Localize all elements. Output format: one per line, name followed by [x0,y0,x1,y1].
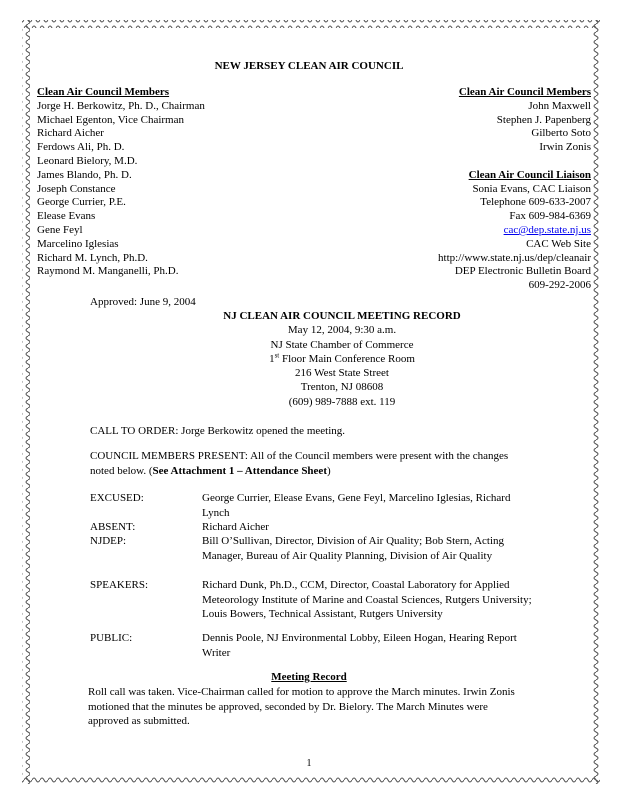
member-name: Gilberto Soto [531,127,591,140]
member-name: Leonard Bielory, M.D. [37,154,138,167]
record-city: Trenton, NJ 08608 [300,381,384,394]
excused-value: George Currier, Elease Evans, Gene Feyl, Marcelino Iglesias, Richard Lynch [202,492,511,519]
liaison-heading: Clean Air Council Liaison [468,168,591,181]
web-site-url: http://www.state.nj.us/dep/cleanair [438,251,591,264]
njdep-value: Bill O’Sullivan, Director, Division of Air Quality; Bob Stern, Acting Manager, Bureau of Air Quality Planning, Division of Air Quality [202,535,505,562]
record-title: NJ CLEAN AIR COUNCIL MEETING RECORD [223,310,461,322]
record-street: 216 West State Street [295,367,389,380]
bulletin-board-label: DEP Electronic Bulletin Board [454,265,591,278]
approved-date: Approved: June 9, 2004 [90,296,196,308]
member-name: Richard M. Lynch, Ph.D. [37,251,148,264]
member-name: Michael Egenton, Vice Chairman [37,113,184,126]
member-name: Raymond M. Manganelli, Ph.D. [37,265,179,278]
njdep-label: NJDEP: [90,535,127,547]
meeting-record-heading: Meeting Record [271,671,347,683]
member-name: Elease Evans [37,210,96,223]
public-value: Dennis Poole, NJ Environmental Lobby, Eileen Hogan, Hearing Report Writer [202,632,517,659]
excused-label: EXCUSED: [90,492,144,504]
speakers-value: Richard Dunk, Ph.D., CCM, Director, Coastal Laboratory for Applied Meteorology Institute of Marine and Coastal Sciences, Rutgers University; Louis Bowers, Technical Assistant, Rutgers University [202,579,532,621]
member-name: James Blando, Ph. D. [37,168,132,181]
speakers-label: SPEAKERS: [90,579,149,591]
member-name: George Currier, P.E. [37,196,126,209]
public-label: PUBLIC: [90,632,133,644]
member-name: Ferdows Ali, Ph. D. [37,141,125,154]
member-name: John Maxwell [528,99,591,112]
members-list-right [438,86,591,293]
page-number: 1 [306,758,312,769]
member-name: Marcelino Iglesias [37,237,119,250]
record-room: 1st Floor Main Conference Room [269,351,415,365]
bulletin-board-phone: 609-292-2006 [528,279,591,292]
liaison-telephone: Telephone 609-633-2007 [480,196,591,209]
members-heading-right: Clean Air Council Members [458,86,591,98]
record-date: May 12, 2004, 9:30 a.m. [287,324,397,337]
record-venue: NJ State Chamber of Commerce [270,338,414,351]
member-name: Joseph Constance [37,182,116,195]
members-present: COUNCIL MEMBERS PRESENT: All of the Council members were present with the changes noted below. (See Attachment 1 – Attendance Sheet) [90,450,509,477]
member-name: Richard Aicher [37,127,104,140]
liaison-name: Sonia Evans, CAC Liaison [472,182,591,195]
web-site-label: CAC Web Site [526,237,591,250]
meeting-record-header [222,309,462,409]
member-name: Jorge H. Berkowitz, Ph. D., Chairman [37,99,205,112]
document-title: NEW JERSEY CLEAN AIR COUNCIL [214,60,404,72]
members-list-left [37,86,205,279]
liaison-email-link[interactable]: cac@dep.state.nj.us [503,223,591,236]
members-heading-left: Clean Air Council Members [37,86,170,98]
absent-value: Richard Aicher [202,521,269,533]
member-name: Stephen J. Papenberg [496,113,591,126]
member-name: Irwin Zonis [539,141,591,154]
record-phone: (609) 989-7888 ext. 119 [288,395,396,408]
meeting-record-text: Roll call was taken. Vice-Chairman called for motion to approve the March minutes. Irwin Zonis motioned that the minutes be approved, seconded by Dr. Bielory. The March Minutes were approved as submitted. [88,686,515,728]
liaison-fax: Fax 609-984-6369 [509,210,591,223]
spacer [438,155,591,169]
absent-label: ABSENT: [90,521,136,533]
member-name: Gene Feyl [37,223,83,236]
call-to-order: CALL TO ORDER: Jorge Berkowitz opened the meeting. [90,425,345,437]
